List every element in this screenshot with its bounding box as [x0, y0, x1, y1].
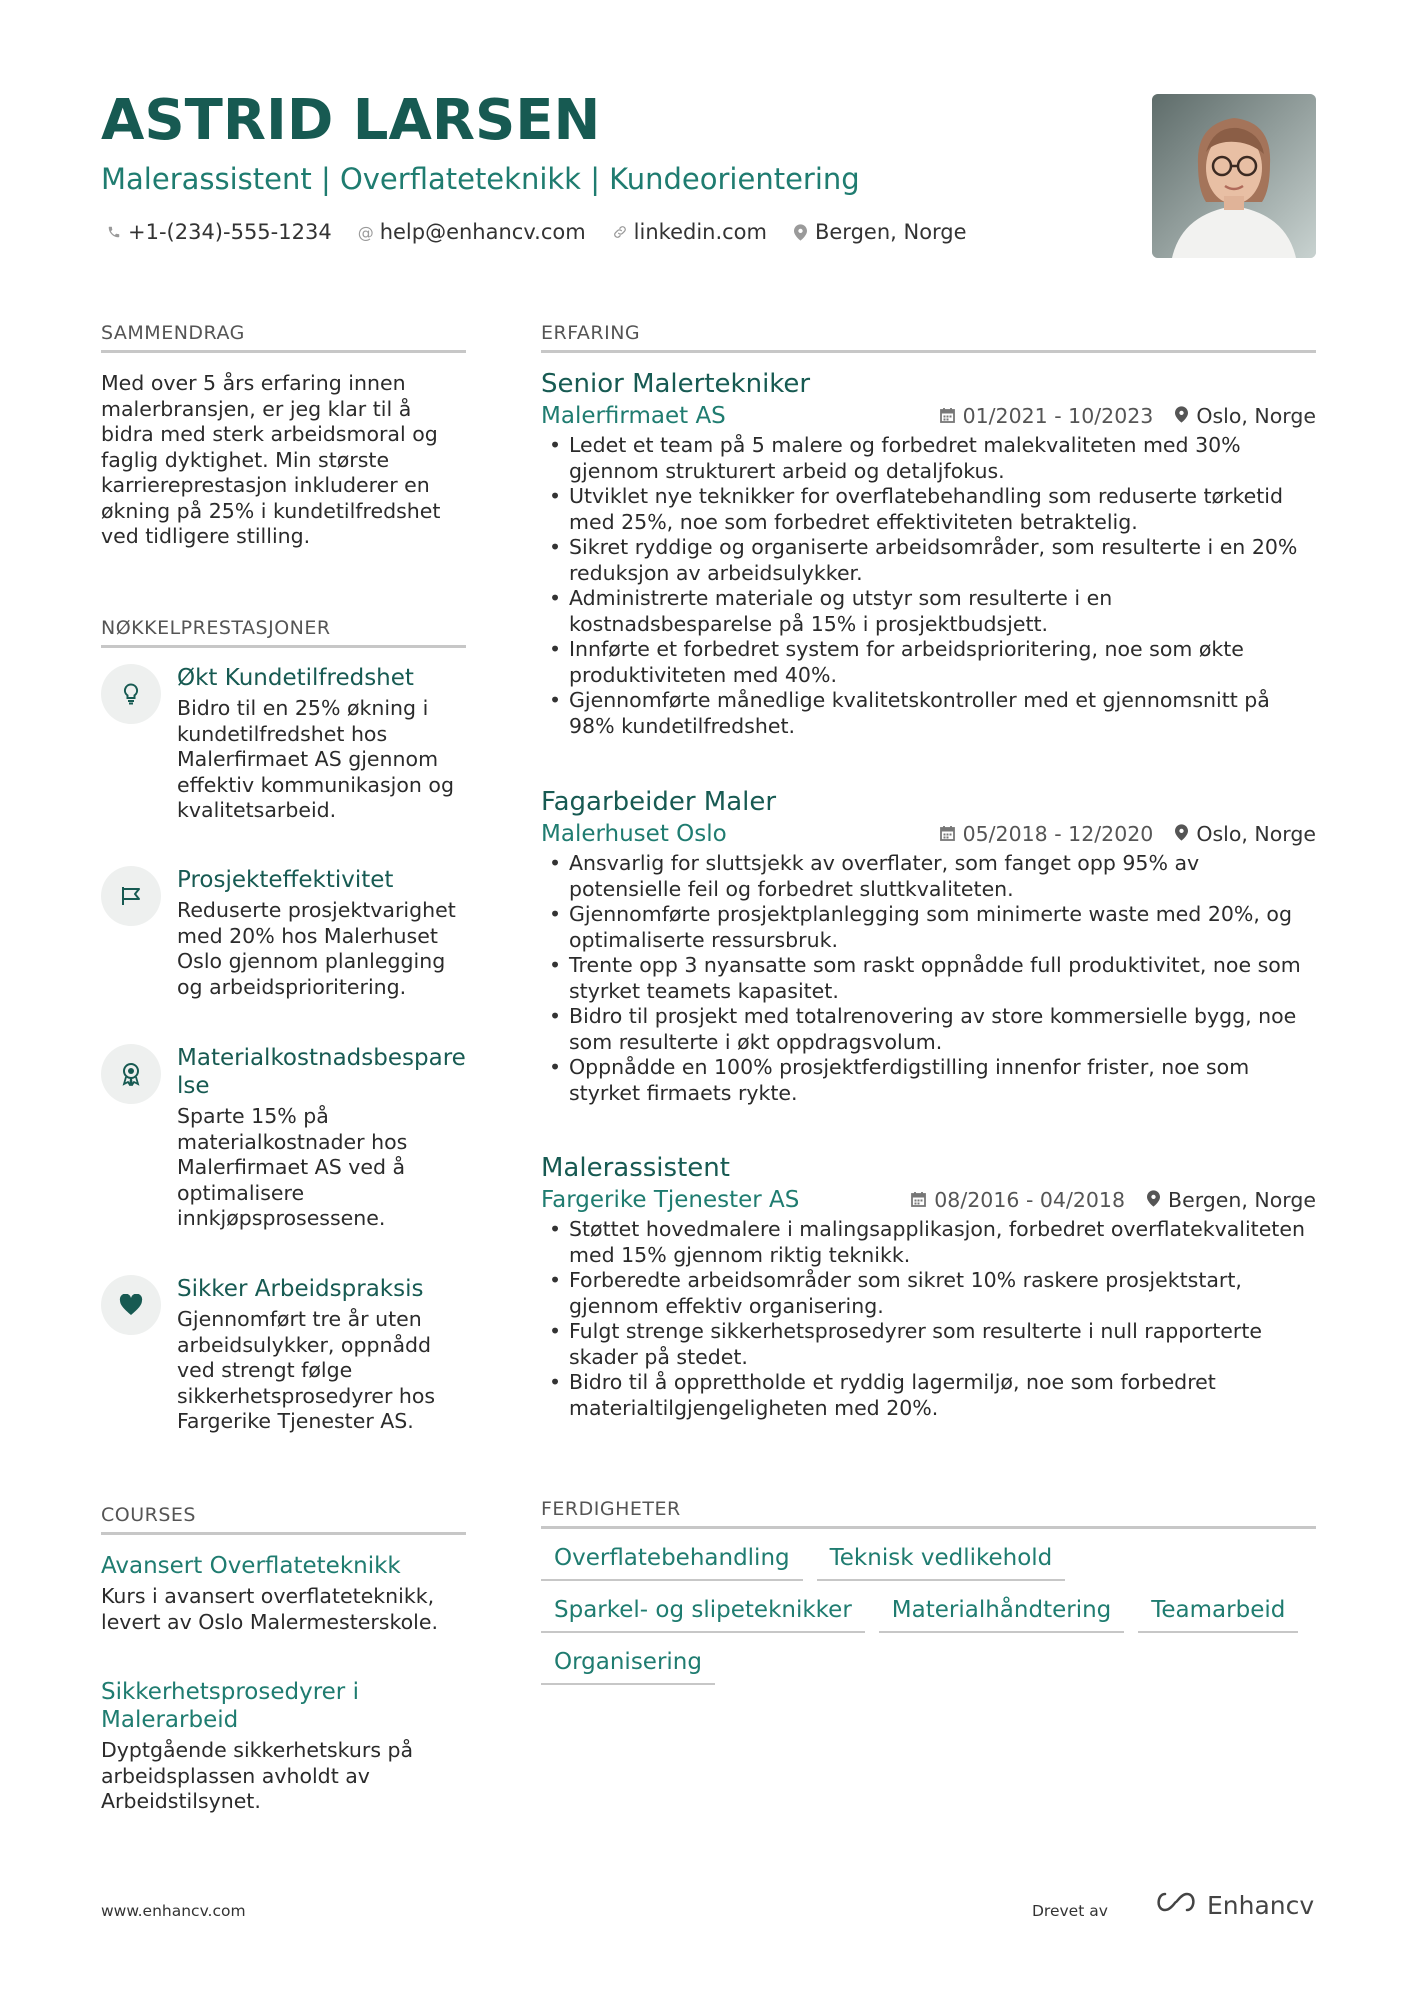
- location-pin-icon: [1175, 822, 1188, 846]
- achievement-item: [101, 1044, 467, 1232]
- achievement-desc: Bidro til en 25% økning i kundetilfredshet hos Malerfirmaet AS gjennom effektiv kommunikasjon og kvalitetsarbeid.: [177, 696, 454, 822]
- achievement-item: [101, 1275, 467, 1435]
- skill-tag: Overflatebehandling: [541, 1543, 803, 1581]
- job-bullet: • Fulgt strenge sikkerhetsprosedyrer som resulterte i null rapporterte skader på stedet.: [541, 1319, 1316, 1370]
- job-bullet: • Innførte et forbedret system for arbeidsprioritering, noe som økte produktiviteten med 40%.: [541, 637, 1316, 688]
- achievement-title: Økt Kundetilfredshet: [177, 665, 414, 691]
- enhancv-logo[interactable]: [1153, 1890, 1314, 1920]
- contact-phone[interactable]: [106, 220, 332, 244]
- job-bullet: • Oppnådde en 100% prosjektferdigstilling innenfor frister, noe som styrket firmaets rykte.: [541, 1055, 1316, 1106]
- skill-tag: Materialhåndtering: [879, 1595, 1124, 1633]
- job-bullet: • Gjennomførte månedlige kvalitetskontroller med et gjennomsnitt på 98% kundetilfredshet.: [541, 688, 1316, 739]
- contact-linkedin-text: linkedin.com: [633, 220, 767, 244]
- course-title: Sikkerhetsprosedyrer i Malerarbeid: [101, 1679, 359, 1733]
- job-role: Malerassistent: [541, 1153, 730, 1183]
- summary-heading: SAMMENDRAG: [101, 322, 466, 353]
- job-entry: [541, 786, 1316, 1106]
- job-bullet: • Gjennomførte prosjektplanlegging som minimerte waste med 20%, og optimaliserte ressursbruk.: [541, 902, 1316, 953]
- job-bullet: • Bidro til prosjekt med totalrenovering av store kommersielle bygg, noe som resulterte i økt oppdragsvolum.: [541, 1004, 1316, 1055]
- location-pin-icon: [1175, 404, 1188, 428]
- phone-icon: [106, 223, 122, 241]
- job-dates: 01/2021 - 10/2023: [962, 404, 1154, 428]
- achievement-title: Sikker Arbeidspraksis: [177, 1276, 424, 1302]
- contact-phone-text: +1-(234)-555-1234: [128, 220, 332, 244]
- achievement-item: [101, 664, 467, 824]
- job-bullet: • Trente opp 3 nyansatte som raskt oppnådde full produktivitet, noe som styrket teamets kapasitet.: [541, 953, 1316, 1004]
- skill-tag: Teknisk vedlikehold: [817, 1543, 1066, 1581]
- job-bullet: • Forberedte arbeidsområder som sikret 10% raskere prosjektstart, gjennom effektiv organisering.: [541, 1268, 1316, 1319]
- skill-tag: Teamarbeid: [1138, 1595, 1298, 1633]
- skills-list: [541, 1543, 1321, 1685]
- summary-text: Med over 5 års erfaring innen malerbransjen, er jeg klar til å bidra med sterk arbeidsmoral og faglig dyktighet. Min største karriereprestasjon inkluderer en økning på 25% i kundetilfredshet ved tidligere stilling.: [101, 371, 441, 548]
- candidate-name: ASTRID LARSEN: [101, 88, 601, 153]
- job-location: Bergen, Norge: [1168, 1188, 1316, 1212]
- contact-email-text: help@enhancv.com: [379, 220, 586, 244]
- job-bullet: • Sikret ryddige og organiserte arbeidsområder, som resulterte i en 20% reduksjon av arbeidsulykker.: [541, 535, 1316, 586]
- location-pin-icon: [1147, 1188, 1160, 1212]
- contact-bar: [106, 220, 967, 244]
- flag-icon: [101, 866, 161, 926]
- achievement-desc: Sparte 15% på materialkostnader hos Malerfirmaet AS ved å optimalisere innkjøpsprosessene.: [177, 1104, 408, 1230]
- skill-tag: Sparkel- og slipeteknikker: [541, 1595, 865, 1633]
- contact-email[interactable]: [358, 220, 586, 244]
- lightbulb-icon: [101, 664, 161, 724]
- location-pin-icon: [793, 223, 809, 241]
- achievement-title: Prosjekteffektivitet: [177, 867, 394, 893]
- job-bullet: • Bidro til å opprettholde et ryddig lagermiljø, noe som forbedret materialtilgjengeligheten med 20%.: [541, 1370, 1316, 1421]
- job-bullet: • Ledet et team på 5 malere og forbedret malekvaliteten med 30% gjennom strukturert arbeid og detaljfokus.: [541, 433, 1316, 484]
- award-icon: [101, 1044, 161, 1104]
- achievement-desc: Reduserte prosjektvarighet med 20% hos Malerhuset Oslo gjennom planlegging og arbeidsprioritering.: [177, 898, 456, 999]
- courses-heading: COURSES: [101, 1504, 466, 1535]
- course-desc: Kurs i avansert overflateteknikk, levert av Oslo Malermesterskole.: [101, 1584, 438, 1634]
- job-location: Oslo, Norge: [1196, 822, 1316, 846]
- course-desc: Dyptgående sikkerhetskurs på arbeidsplassen avholdt av Arbeidstilsynet.: [101, 1738, 414, 1813]
- skill-tag: Organisering: [541, 1647, 715, 1685]
- job-company: Malerfirmaet AS: [541, 403, 726, 429]
- heart-icon: [101, 1275, 161, 1335]
- contact-linkedin[interactable]: [612, 220, 767, 244]
- brand-name: Enhancv: [1207, 1890, 1315, 1920]
- profile-photo: [1152, 94, 1316, 258]
- job-location: Oslo, Norge: [1196, 404, 1316, 428]
- footer-website[interactable]: www.enhancv.com: [101, 1902, 246, 1920]
- job-dates: 05/2018 - 12/2020: [962, 822, 1154, 846]
- job-entry: [541, 1152, 1316, 1421]
- calendar-icon: [940, 822, 955, 846]
- job-company: Fargerike Tjenester AS: [541, 1187, 800, 1213]
- calendar-icon: [940, 404, 955, 428]
- job-bullet: • Støttet hovedmalere i malingsapplikasjon, forbedret overflatekvaliteten med 15% gjennom riktig teknikk.: [541, 1217, 1316, 1268]
- job-bullet: • Ansvarlig for sluttsjekk av overflater, som fanget opp 95% av potensielle feil og forbedret sluttkvaliteten.: [541, 851, 1316, 902]
- footer-powered-by: Drevet av: [1032, 1902, 1108, 1920]
- job-bullet: • Utviklet nye teknikker for overflatebehandling som reduserte tørketid med 25%, noe som forbedret effektiviteten betraktelig.: [541, 484, 1316, 535]
- course-title: Avansert Overflateteknikk: [101, 1553, 401, 1579]
- contact-location: [793, 220, 967, 244]
- calendar-icon: [911, 1188, 926, 1212]
- achievement-item: [101, 866, 467, 1000]
- infinity-logo-icon: [1153, 1890, 1199, 1920]
- course-item: [101, 1678, 414, 1815]
- at-icon: @: [357, 222, 374, 242]
- job-dates: 08/2016 - 04/2018: [934, 1188, 1126, 1212]
- job-role: Senior Malertekniker: [541, 369, 811, 399]
- contact-location-text: Bergen, Norge: [814, 220, 967, 244]
- job-entry: [541, 368, 1316, 739]
- job-bullets: [541, 1217, 1316, 1421]
- achievements-heading: NØKKELPRESTASJONER: [101, 617, 466, 648]
- achievement-title: Materialkostnadsbesparelse: [177, 1045, 466, 1099]
- job-role: Fagarbeider Maler: [541, 787, 777, 817]
- job-bullets: [541, 433, 1316, 739]
- job-company: Malerhuset Oslo: [541, 821, 727, 847]
- job-bullet: • Administrerte materiale og utstyr som resulterte i en kostnadsbesparelse på 15% i prosjektbudsjett.: [541, 586, 1316, 637]
- achievement-desc: Gjennomført tre år uten arbeidsulykker, oppnådd ved strengt følge sikkerhetsprosedyrer hos Fargerike Tjenester AS.: [177, 1307, 436, 1433]
- skills-heading: FERDIGHETER: [541, 1498, 1316, 1529]
- experience-heading: ERFARING: [541, 322, 1316, 353]
- job-bullets: [541, 851, 1316, 1106]
- link-icon: [612, 223, 628, 241]
- course-item: [101, 1552, 461, 1635]
- candidate-subtitle: Malerassistent | Overflateteknikk | Kundeorientering: [101, 162, 860, 196]
